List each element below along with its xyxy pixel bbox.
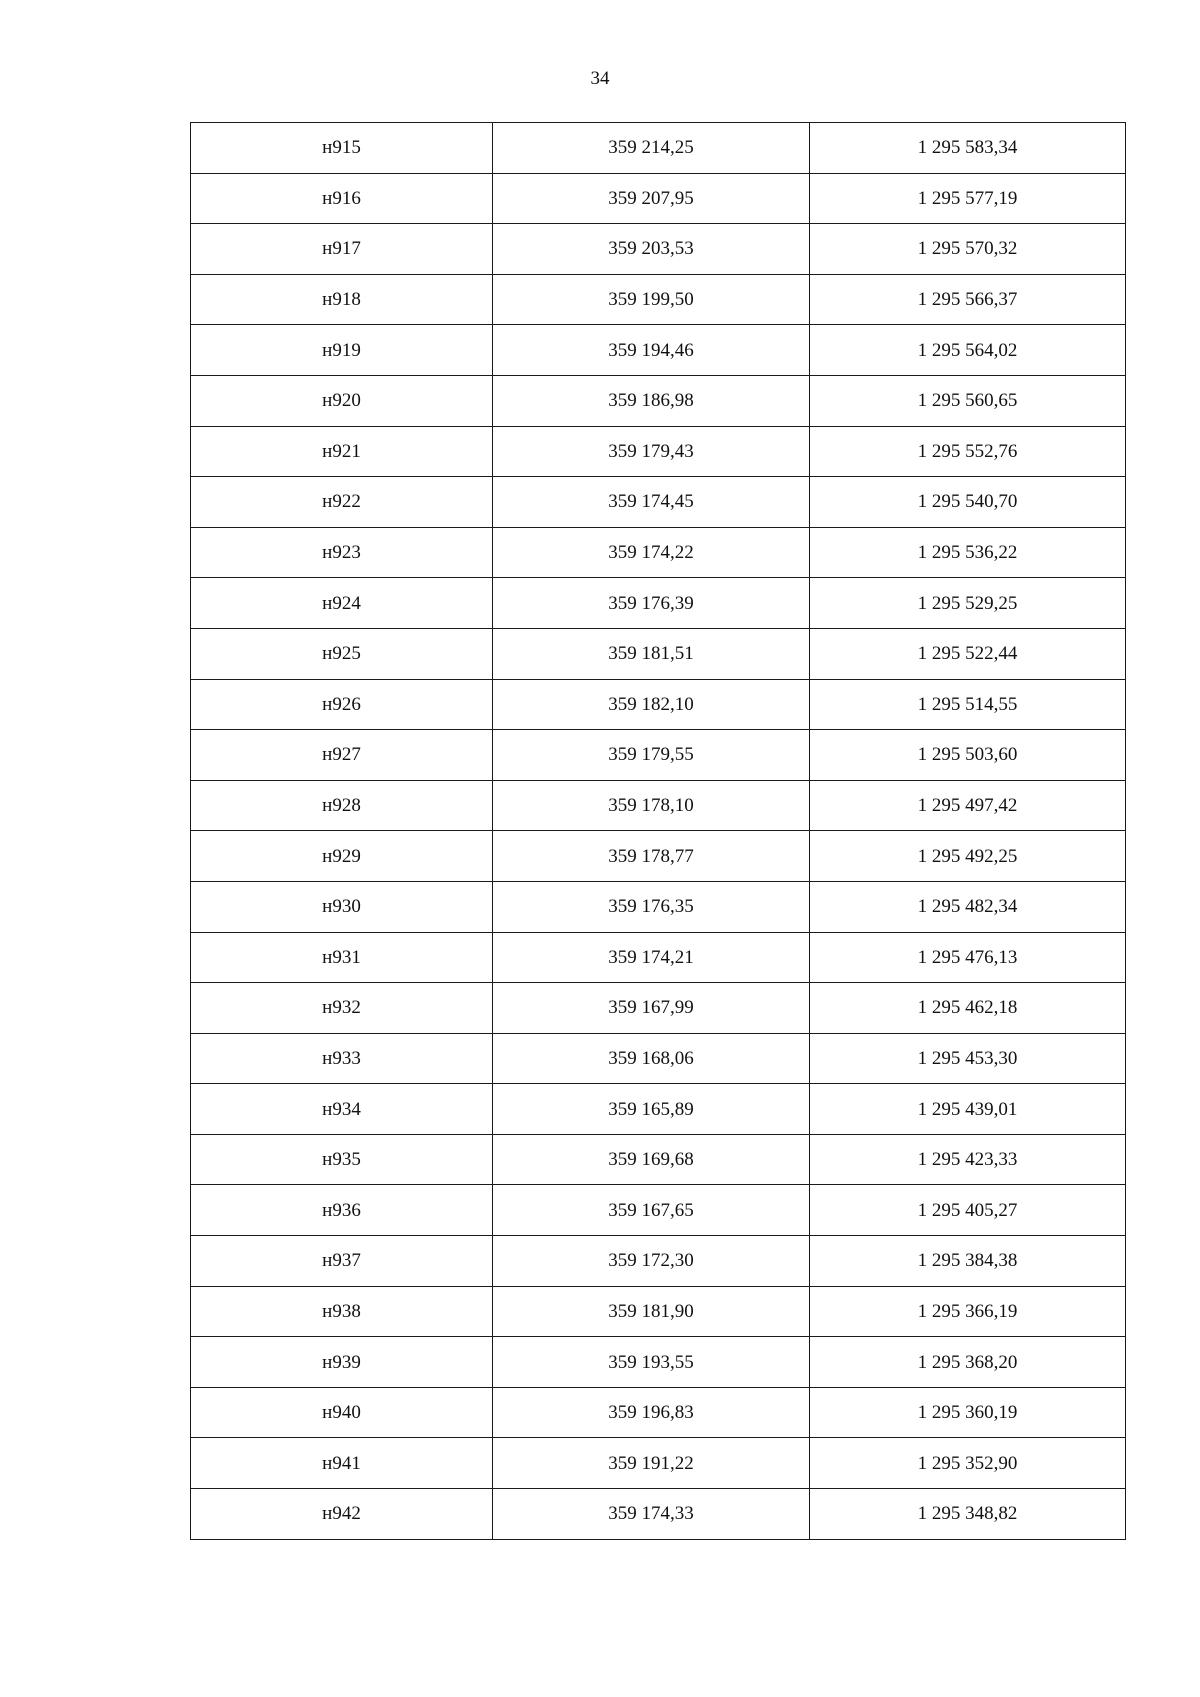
- point-id-cell: н918: [191, 274, 493, 325]
- coordinates-table: [190, 122, 1126, 1540]
- y-coordinate-cell: 1 295 566,37: [810, 274, 1126, 325]
- y-coordinate-cell: 1 295 522,44: [810, 628, 1126, 679]
- table-row: [191, 325, 1126, 376]
- table-row: [191, 983, 1126, 1034]
- point-id-cell: н917: [191, 224, 493, 275]
- table-row: [191, 224, 1126, 275]
- x-coordinate-cell: 359 165,89: [493, 1084, 810, 1135]
- y-coordinate-cell: 1 295 514,55: [810, 679, 1126, 730]
- point-id-cell: н936: [191, 1185, 493, 1236]
- page-number: 34: [590, 68, 610, 89]
- point-id-cell: н922: [191, 477, 493, 528]
- table-row: [191, 123, 1126, 174]
- point-id-cell: н920: [191, 375, 493, 426]
- x-coordinate-cell: 359 182,10: [493, 679, 810, 730]
- point-id-cell: н941: [191, 1438, 493, 1489]
- y-coordinate-cell: 1 295 405,27: [810, 1185, 1126, 1236]
- point-id-cell: н919: [191, 325, 493, 376]
- table-row: [191, 1286, 1126, 1337]
- y-coordinate-cell: 1 295 462,18: [810, 983, 1126, 1034]
- x-coordinate-cell: 359 207,95: [493, 173, 810, 224]
- x-coordinate-cell: 359 196,83: [493, 1387, 810, 1438]
- table-row: [191, 628, 1126, 679]
- y-coordinate-cell: 1 295 570,32: [810, 224, 1126, 275]
- point-id-cell: н934: [191, 1084, 493, 1135]
- table-row: [191, 1084, 1126, 1135]
- x-coordinate-cell: 359 176,35: [493, 881, 810, 932]
- table-row: [191, 780, 1126, 831]
- x-coordinate-cell: 359 214,25: [493, 123, 810, 174]
- y-coordinate-cell: 1 295 492,25: [810, 831, 1126, 882]
- x-coordinate-cell: 359 174,45: [493, 477, 810, 528]
- coordinates-table-body: [191, 123, 1126, 1540]
- x-coordinate-cell: 359 191,22: [493, 1438, 810, 1489]
- x-coordinate-cell: 359 174,22: [493, 527, 810, 578]
- point-id-cell: н927: [191, 730, 493, 781]
- y-coordinate-cell: 1 295 384,38: [810, 1236, 1126, 1287]
- y-coordinate-cell: 1 295 540,70: [810, 477, 1126, 528]
- x-coordinate-cell: 359 174,21: [493, 932, 810, 983]
- point-id-cell: н940: [191, 1387, 493, 1438]
- x-coordinate-cell: 359 203,53: [493, 224, 810, 275]
- y-coordinate-cell: 1 295 583,34: [810, 123, 1126, 174]
- point-id-cell: н924: [191, 578, 493, 629]
- table-row: [191, 578, 1126, 629]
- x-coordinate-cell: 359 178,10: [493, 780, 810, 831]
- table-row: [191, 932, 1126, 983]
- y-coordinate-cell: 1 295 453,30: [810, 1033, 1126, 1084]
- table-row: [191, 1387, 1126, 1438]
- y-coordinate-cell: 1 295 497,42: [810, 780, 1126, 831]
- table-row: [191, 1438, 1126, 1489]
- point-id-cell: н916: [191, 173, 493, 224]
- y-coordinate-cell: 1 295 348,82: [810, 1489, 1126, 1540]
- point-id-cell: н932: [191, 983, 493, 1034]
- x-coordinate-cell: 359 179,43: [493, 426, 810, 477]
- x-coordinate-cell: 359 169,68: [493, 1134, 810, 1185]
- y-coordinate-cell: 1 295 503,60: [810, 730, 1126, 781]
- y-coordinate-cell: 1 295 529,25: [810, 578, 1126, 629]
- table-row: [191, 1489, 1126, 1540]
- x-coordinate-cell: 359 194,46: [493, 325, 810, 376]
- y-coordinate-cell: 1 295 476,13: [810, 932, 1126, 983]
- y-coordinate-cell: 1 295 577,19: [810, 173, 1126, 224]
- x-coordinate-cell: 359 181,90: [493, 1286, 810, 1337]
- x-coordinate-cell: 359 179,55: [493, 730, 810, 781]
- table-row: [191, 375, 1126, 426]
- table-row: [191, 173, 1126, 224]
- x-coordinate-cell: 359 193,55: [493, 1337, 810, 1388]
- y-coordinate-cell: 1 295 360,19: [810, 1387, 1126, 1438]
- y-coordinate-cell: 1 295 536,22: [810, 527, 1126, 578]
- table-row: [191, 1337, 1126, 1388]
- y-coordinate-cell: 1 295 423,33: [810, 1134, 1126, 1185]
- point-id-cell: н930: [191, 881, 493, 932]
- y-coordinate-cell: 1 295 552,76: [810, 426, 1126, 477]
- point-id-cell: н928: [191, 780, 493, 831]
- table-row: [191, 1236, 1126, 1287]
- table-row: [191, 1033, 1126, 1084]
- point-id-cell: н923: [191, 527, 493, 578]
- point-id-cell: н925: [191, 628, 493, 679]
- x-coordinate-cell: 359 181,51: [493, 628, 810, 679]
- x-coordinate-cell: 359 168,06: [493, 1033, 810, 1084]
- x-coordinate-cell: 359 199,50: [493, 274, 810, 325]
- y-coordinate-cell: 1 295 352,90: [810, 1438, 1126, 1489]
- table-row: [191, 831, 1126, 882]
- x-coordinate-cell: 359 174,33: [493, 1489, 810, 1540]
- table-row: [191, 679, 1126, 730]
- table-row: [191, 274, 1126, 325]
- x-coordinate-cell: 359 186,98: [493, 375, 810, 426]
- table-row: [191, 527, 1126, 578]
- x-coordinate-cell: 359 176,39: [493, 578, 810, 629]
- table-row: [191, 426, 1126, 477]
- x-coordinate-cell: 359 178,77: [493, 831, 810, 882]
- y-coordinate-cell: 1 295 560,65: [810, 375, 1126, 426]
- point-id-cell: н931: [191, 932, 493, 983]
- table-row: [191, 477, 1126, 528]
- point-id-cell: н921: [191, 426, 493, 477]
- table-row: [191, 881, 1126, 932]
- y-coordinate-cell: 1 295 439,01: [810, 1084, 1126, 1135]
- point-id-cell: н942: [191, 1489, 493, 1540]
- point-id-cell: н915: [191, 123, 493, 174]
- point-id-cell: н929: [191, 831, 493, 882]
- table-row: [191, 730, 1126, 781]
- x-coordinate-cell: 359 167,65: [493, 1185, 810, 1236]
- y-coordinate-cell: 1 295 564,02: [810, 325, 1126, 376]
- x-coordinate-cell: 359 167,99: [493, 983, 810, 1034]
- point-id-cell: н937: [191, 1236, 493, 1287]
- table-row: [191, 1185, 1126, 1236]
- point-id-cell: н938: [191, 1286, 493, 1337]
- point-id-cell: н935: [191, 1134, 493, 1185]
- x-coordinate-cell: 359 172,30: [493, 1236, 810, 1287]
- y-coordinate-cell: 1 295 482,34: [810, 881, 1126, 932]
- y-coordinate-cell: 1 295 366,19: [810, 1286, 1126, 1337]
- point-id-cell: н926: [191, 679, 493, 730]
- point-id-cell: н933: [191, 1033, 493, 1084]
- y-coordinate-cell: 1 295 368,20: [810, 1337, 1126, 1388]
- point-id-cell: н939: [191, 1337, 493, 1388]
- table-row: [191, 1134, 1126, 1185]
